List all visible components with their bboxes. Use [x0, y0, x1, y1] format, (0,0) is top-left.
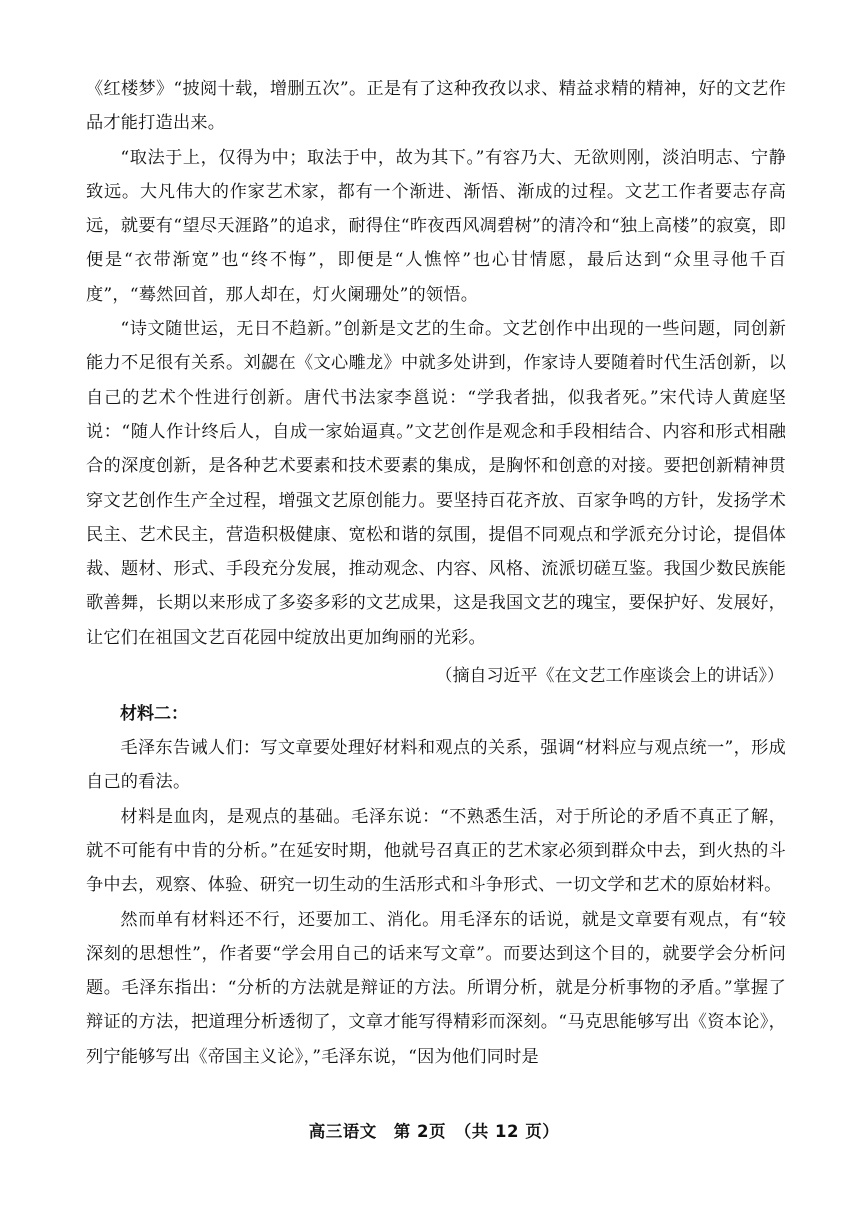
paragraph-5: 材料是血肉，是观点的基础。毛泽东说：“不熟悉生活，对于所论的矛盾不真正了解，就不可能有中肯的分析。”在延安时期，他就号召真正的艺术家必须到群众中去，到火热的斗争中去，观察、体验、研究一切生动的生活形式和斗争形式、一切文学和艺术的原始材料。 — [86, 806, 786, 896]
paragraph-4: 毛泽东告诫人们：写文章要处理好材料和观点的关系，强调“材料应与观点统一”，形成自己的看法。 — [86, 738, 786, 793]
paragraph-1: 《红楼梦》“披阅十载，增删五次”。正是有了这种孜孜以求、精益求精的精神，好的文艺作品才能打造出来。 — [86, 79, 786, 134]
page-footer: 高三语文 第 2页 （共 12 页） — [308, 1122, 560, 1141]
paragraph-2: “取法于上，仅得为中；取法于中，故为其下。”有容乃大、无欲则刚，淡泊明志、宁静致远。大凡伟大的作家艺术家，都有一个渐进、渐悟、渐成的过程。文艺工作者要志存高远，就要有“望尽天涯路”的追求，耐得住“昨夜西风凋碧树”的清冷和“独上高楼”的寂寞，即便是“衣带渐宽”也“终不悔”，即便是“人憔悴”也心甘情愿，最后达到“众里寻他千百度”，“蓦然回首，那人却在，灯火阑珊处”的领悟。 — [86, 147, 786, 305]
paragraph-3: “诗文随世运，无日不趋新。”创新是文艺的生命。文艺创作中出现的一些问题，同创新能力不足很有关系。刘勰在《文心雕龙》中就多处讲到，作家诗人要随着时代生活创新，以自己的艺术个性进行创新。唐代书法家李邕说：“学我者拙，似我者死。”宋代诗人黄庭坚说：“随人作计终后人，自成一家始逼真。”文艺创作是观念和手段相结合、内容和形式相融合的深度创新，是各种艺术要素和技术要素的集成，是胸怀和创意的对接。要把创新精神贯穿文艺创作生产全过程，增强文艺原创能力。要坚持百花齐放、百家争鸣的方针，发扬学术民主、艺术民主，营造积极健康、宽松和谐的氛围，提倡不同观点和学派充分讨论，提倡体裁、题材、形式、手段充分发展，推动观念、内容、风格、流派切磋互鉴。我国少数民族能歌善舞，长期以来形成了多姿多彩的文艺成果，这是我国文艺的瑰宝，要保护好、发展好，让它们在祖国文艺百花园中绽放出更加绚丽的光彩。 — [86, 319, 786, 648]
page-body — [86, 72, 786, 1074]
section-heading: 材料二： — [120, 704, 188, 725]
source-citation: （摘自习近平《在文艺工作座谈会上的讲话》） — [435, 666, 784, 687]
paragraph-6: 然而单有材料还不行，还要加工、消化。用毛泽东的话说，就是文章要有观点，有“较深刻的思想性”，作者要“学会用自己的话来写文章”。而要达到这个目的，就要学会分析问题。毛泽东指出：“分析的方法就是辩证的方法。所谓分析，就是分析事物的矛盾。”掌握了辩证的方法，把道理分析透彻了，文章才能写得精彩而深刻。“马克思能够写出《资本论》，列宁能够写出《帝国主义论》，”毛泽东说，“因为他们同时是 — [86, 909, 786, 1067]
